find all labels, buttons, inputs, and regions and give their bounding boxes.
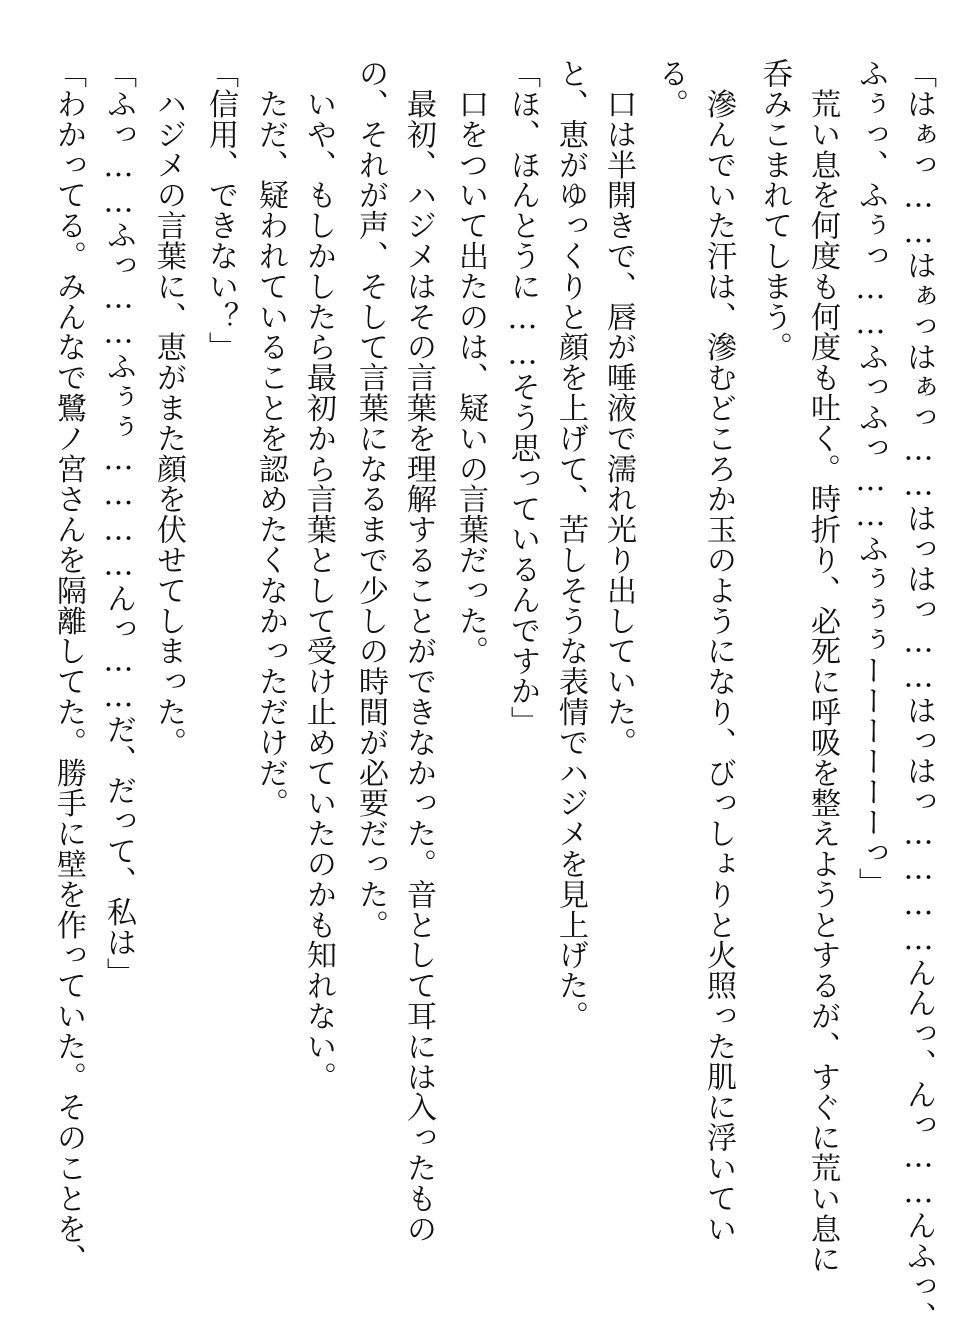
text-line: ふぅっ、ふぅっ……ふっふっ……ふぅぅぅーーーーーーっ」 [853,58,888,898]
text-line: 「ほ、ほんとうに……そう思っているんですか」 [505,58,540,737]
text-line: ハジメの言葉に、恵がまた顔を伏せてしまった。 [151,58,186,758]
text-line: の、それが声、そして言葉になるまで少しの時間が必要だった。 [353,58,388,940]
text-line: 「信用、できない？」 [203,58,238,362]
text-line: 滲んでいた汗は、滲むどころか玉のようになり、びっしょりと火照った肌に浮いてい [701,58,736,1244]
text-line: 最初、ハジメはその言葉を理解することができなかった。音として耳には入ったもの [401,58,436,1244]
text-line: 口をついて出たのは、疑いの言葉だった。 [453,58,488,666]
text-line: る。 [653,58,688,119]
text-line: と、恵がゆっくりと顔を上げて、苦しそうな表情でハジメを見上げた。 [553,58,588,1031]
text-line: 「はぁっ……はぁっはぁっ……はっはっ……はっはっ…………んんっ、んっ……んふっ、 [901,58,936,1332]
text-line: 口は半開きで、唇が唾液で濡れ光り出していた。 [601,58,636,758]
text-line: 「ふっ……ふっ……ふぅぅ…………んっ……だ、だって、私は」 [101,58,136,988]
text-line: 荒い息を何度も何度も吐く。時折り、必死に呼吸を整えようとするが、すぐに荒い息に [805,58,840,1274]
text-line: ただ、疑われていることを認めたくなかっただけだ。 [253,58,288,818]
text-line: 「わかってる。みんなで鷺ノ宮さんを隔離してた。勝手に壁を作っていた。そのことを、 [51,58,86,1274]
text-line: 呑みこまれてしまう。 [757,58,792,362]
text-line: いや、もしかしたら最初から言葉として受け止めていたのかも知れない。 [301,58,336,1092]
